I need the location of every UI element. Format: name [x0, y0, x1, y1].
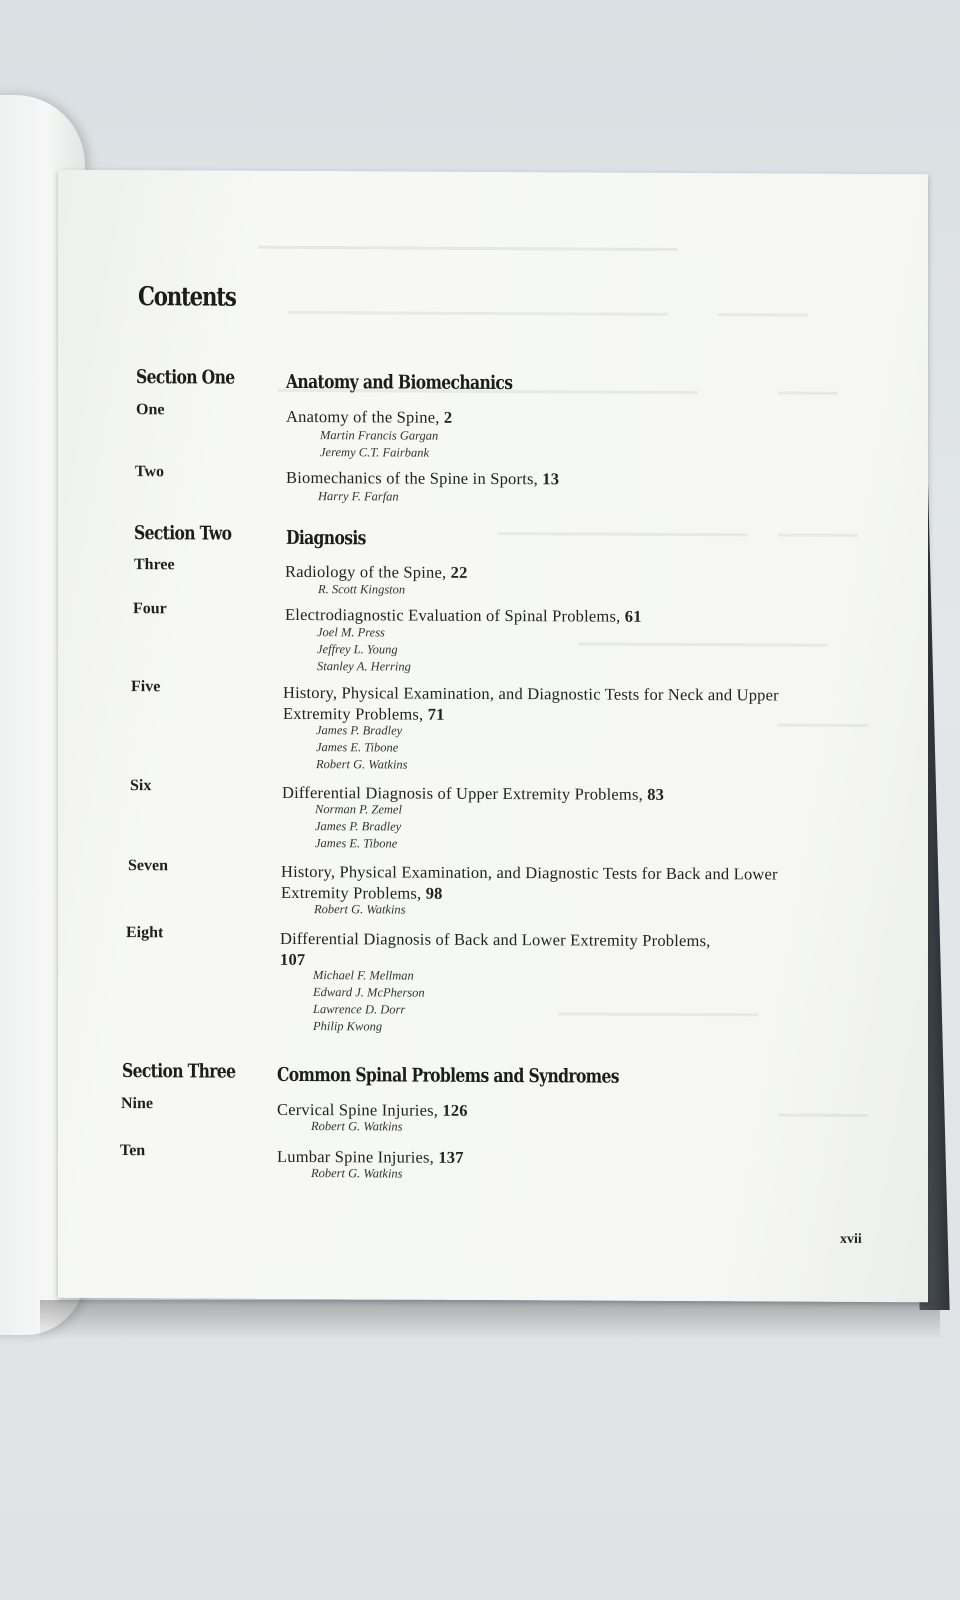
chapter-authors — [318, 581, 405, 598]
chapter-number: Six — [130, 777, 152, 795]
chapter-authors — [314, 901, 406, 918]
chapter-authors — [317, 624, 411, 675]
author: Norman P. Zemel — [315, 802, 402, 817]
author: Jeffrey L. Young — [317, 642, 398, 657]
author: Robert G. Watkins — [311, 1166, 403, 1181]
author: Joel M. Press — [317, 625, 385, 640]
author: Lawrence D. Dorr — [313, 1002, 406, 1017]
chapter-title-text: History, Physical Examination, and Diagnostic Tests for Neck and Upper Extremity Problems, — [283, 682, 779, 724]
author: Robert G. Watkins — [311, 1119, 403, 1134]
page-title: Contents — [138, 282, 236, 313]
chapter-page: 126 — [442, 1100, 468, 1120]
chapter-title-text: Biomechanics of the Spine in Sports, — [286, 467, 543, 489]
author: Michael F. Mellman — [313, 968, 414, 983]
chapter-title-text: Differential Diagnosis of Upper Extremity Problems, — [282, 782, 648, 804]
author: Jeremy C.T. Fairbank — [320, 445, 430, 460]
chapter-number: Three — [134, 556, 175, 574]
chapter-page: 107 — [280, 949, 306, 970]
author: James P. Bradley — [316, 723, 403, 738]
author: Robert G. Watkins — [314, 902, 406, 917]
author: Martin Francis Gargan — [320, 428, 439, 443]
author: Robert G. Watkins — [316, 757, 408, 772]
author: James E. Tibone — [315, 836, 398, 851]
chapter-title-text: Lumbar Spine Injuries, — [277, 1146, 439, 1167]
chapter-title-text: Anatomy of the Spine, — [286, 406, 444, 427]
book-shadow — [40, 1300, 940, 1340]
chapter-page: 2 — [443, 407, 453, 427]
chapter-authors — [311, 1165, 403, 1182]
contents-page — [58, 170, 928, 1303]
chapter-number: Nine — [121, 1095, 153, 1113]
chapter-title — [280, 928, 720, 972]
chapter-title — [281, 861, 841, 906]
chapter-page: 13 — [542, 469, 560, 489]
chapter-page: 61 — [624, 606, 642, 626]
author: R. Scott Kingston — [318, 582, 406, 597]
author: Harry F. Farfan — [318, 489, 399, 504]
chapter-page: 137 — [438, 1147, 464, 1167]
chapter-title-text: Cervical Spine Injuries, — [277, 1099, 443, 1120]
chapter-number: One — [136, 401, 165, 419]
chapter-authors — [320, 427, 438, 462]
chapter-number: Seven — [128, 857, 168, 875]
page-number: xvii — [840, 1231, 862, 1247]
chapter-title — [286, 406, 846, 430]
section-title: Diagnosis — [286, 526, 366, 550]
chapter-number: Ten — [120, 1142, 146, 1160]
author: Edward J. McPherson — [313, 985, 425, 1000]
chapter-page: 22 — [450, 562, 468, 582]
author: James E. Tibone — [316, 740, 399, 755]
section-title: Anatomy and Biomechanics — [286, 370, 513, 395]
chapter-number: Four — [133, 600, 167, 618]
author: Stanley A. Herring — [317, 659, 411, 674]
section-title: Common Spinal Problems and Syndromes — [277, 1063, 619, 1088]
chapter-page: 71 — [427, 704, 445, 724]
chapter-title-text: Radiology of the Spine, — [285, 561, 451, 582]
show-through — [58, 170, 928, 1303]
chapter-authors — [318, 488, 399, 505]
chapter-number: Two — [135, 463, 165, 481]
chapter-number: Five — [131, 678, 161, 696]
section-label: Section One — [136, 366, 235, 389]
chapter-authors — [315, 801, 402, 852]
chapter-title-text: Electrodiagnostic Evaluation of Spinal Problems, — [285, 604, 625, 626]
chapter-title-text: History, Physical Examination, and Diagnostic Tests for Back and Lower Extremity Problems, — [281, 861, 778, 903]
section-label: Section Two — [134, 522, 232, 545]
section-label: Section Three — [122, 1060, 236, 1083]
chapter-authors — [311, 1118, 403, 1135]
author: James P. Bradley — [315, 819, 402, 834]
chapter-number: Eight — [126, 924, 164, 942]
chapter-title — [286, 467, 846, 491]
chapter-authors — [313, 967, 425, 1036]
author: Philip Kwong — [313, 1019, 383, 1034]
chapter-title-text: Differential Diagnosis of Back and Lower Extremity Problems, — [280, 928, 711, 951]
chapter-authors — [316, 722, 408, 773]
chapter-page: 83 — [647, 784, 665, 804]
chapter-page: 98 — [425, 883, 443, 903]
chapter-title — [283, 682, 843, 727]
